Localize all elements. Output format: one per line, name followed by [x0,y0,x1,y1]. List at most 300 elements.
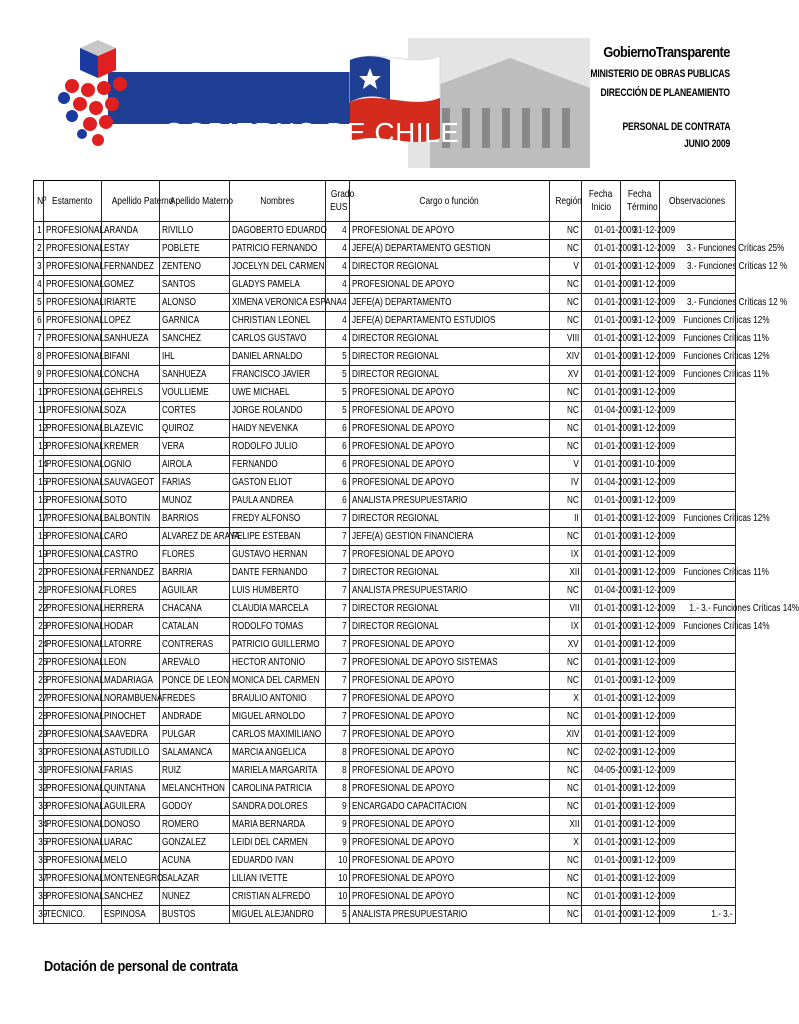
cell-number: 6 [34,312,44,330]
cell-number: 12 [34,420,44,438]
cell-inicio: 01-01-2009 [582,420,621,438]
cell-materno: RUIZ [160,762,230,780]
cell-observaciones: Funciones Críticas 11% [660,564,736,582]
cell-materno: BARRIA [160,564,230,582]
cell-nombres: UWE MICHAEL [230,384,326,402]
cell-cargo: PROFESIONAL DE APOYO [350,708,550,726]
cell-observaciones: Funciones Críticas 11% [660,366,736,384]
table-row [34,330,736,348]
table-row [34,258,736,276]
cell-cargo: PROFESIONAL DE APOYO [350,276,550,294]
cell-number: 25 [34,654,44,672]
cell-region: NC [550,708,582,726]
col-header-grado: Grado EUS [326,181,350,222]
cell-cargo: PROFESIONAL DE APOYO [350,816,550,834]
cell-region: NC [550,420,582,438]
cell-observaciones: Funciones Críticas 12% [660,510,736,528]
cell-cargo: PROFESIONAL DE APOYO [350,456,550,474]
cell-cargo: PROFESIONAL DE APOYO [350,420,550,438]
table-row [34,708,736,726]
brand-name: GobiernoTransparente [603,44,730,61]
cell-inicio: 01-01-2009 [582,600,621,618]
cell-nombres: CRISTIAN ALFREDO [230,888,326,906]
cell-observaciones: Funciones Críticas 12% [660,348,736,366]
cell-grado: 5 [326,384,350,402]
cell-observaciones: 1.- 3.- Funciones Críticas 14% [660,600,736,618]
cell-cargo: PROFESIONAL DE APOYO [350,438,550,456]
table-row [34,600,736,618]
cell-observaciones: Funciones Críticas 11% [660,330,736,348]
col-header-inicio: Fecha Inicio [582,181,621,222]
cell-grado: 5 [326,402,350,420]
cell-nombres: BRAULIO ANTONIO [230,690,326,708]
cell-number: 36 [34,852,44,870]
cell-grado: 7 [326,618,350,636]
cell-termino: 31-12-2009 [621,276,660,294]
cell-termino: 31-12-2009 [621,852,660,870]
cell-materno: SALAMANCA [160,744,230,762]
cell-number: 27 [34,690,44,708]
table-row [34,528,736,546]
cell-estamento: PROFESIONAL. [44,294,102,312]
cell-grado: 7 [326,564,350,582]
cell-estamento: PROFESIONAL. [44,492,102,510]
cell-paterno: CARO [102,528,160,546]
cell-paterno: ESPINOSA [102,906,160,924]
cell-number: 38 [34,888,44,906]
cell-estamento: PROFESIONAL. [44,636,102,654]
cell-materno: AIROLA [160,456,230,474]
cell-observaciones: 1.- 3.- [660,906,736,924]
cell-nombres: GASTON ELIOT [230,474,326,492]
cell-materno: MUNOZ [160,492,230,510]
cell-number: 29 [34,726,44,744]
cell-region: NC [550,654,582,672]
cell-cargo: DIRECTOR REGIONAL [350,258,550,276]
cell-grado: 9 [326,816,350,834]
cell-grado: 8 [326,780,350,798]
cell-paterno: HODAR [102,618,160,636]
cell-inicio: 01-01-2009 [582,636,621,654]
cell-materno: SANTOS [160,276,230,294]
cell-region: NC [550,582,582,600]
cell-materno: VERA [160,438,230,456]
cell-termino: 31-12-2009 [621,600,660,618]
cell-region: VIII [550,330,582,348]
table-row [34,888,736,906]
cell-materno: ALONSO [160,294,230,312]
cell-inicio: 01-01-2009 [582,672,621,690]
cell-observaciones: Funciones Críticas 12% [660,312,736,330]
table-row [34,276,736,294]
cell-number: 2 [34,240,44,258]
cell-cargo: DIRECTOR REGIONAL [350,348,550,366]
cell-paterno: FERNANDEZ [102,564,160,582]
cell-grado: 4 [326,258,350,276]
table-row [34,762,736,780]
table-row [34,564,736,582]
cell-region: VII [550,600,582,618]
cell-materno: QUIROZ [160,420,230,438]
cell-region: NC [550,780,582,798]
cell-grado: 9 [326,798,350,816]
cell-cargo: ANALISTA PRESUPUESTARIO [350,582,550,600]
cell-inicio: 01-01-2009 [582,366,621,384]
government-banner [50,38,590,168]
cell-nombres: FRANCISCO JAVIER [230,366,326,384]
cell-inicio: 01-01-2009 [582,276,621,294]
cell-inicio: 01-01-2009 [582,546,621,564]
cell-paterno: GEHRELS [102,384,160,402]
cell-observaciones: 3.- Funciones Críticas 12 % [660,258,736,276]
cell-number: 8 [34,348,44,366]
cell-nombres: DAGOBERTO EDUARDO [230,222,326,240]
cell-paterno: SAUVAGEOT [102,474,160,492]
cell-estamento: PROFESIONAL. [44,330,102,348]
cell-region: NC [550,240,582,258]
cell-region: V [550,258,582,276]
cell-inicio: 01-01-2009 [582,798,621,816]
cell-estamento: PROFESIONAL. [44,438,102,456]
cell-termino: 31-12-2009 [621,294,660,312]
cell-materno: SANCHEZ [160,330,230,348]
cell-region: NC [550,312,582,330]
cell-termino: 31-12-2009 [621,582,660,600]
cell-inicio: 02-02-2009 [582,744,621,762]
cell-region: IX [550,546,582,564]
cell-estamento: PROFESIONAL. [44,366,102,384]
cell-termino: 31-12-2009 [621,420,660,438]
col-header-cargo: Cargo o función [350,181,550,222]
cell-cargo: JEFE(A) DEPARTAMENTO [350,294,550,312]
cell-estamento: PROFESIONAL. [44,258,102,276]
cell-region: II [550,510,582,528]
cell-paterno: AGUILERA [102,798,160,816]
table-row [34,438,736,456]
table-row [34,690,736,708]
cell-paterno: OGNIO [102,456,160,474]
cell-cargo: JEFE(A) DEPARTAMENTO ESTUDIOS [350,312,550,330]
cell-grado: 4 [326,276,350,294]
table-row [34,222,736,240]
cell-region: NC [550,438,582,456]
cell-number: 21 [34,582,44,600]
cell-nombres: MARCIA ANGELICA [230,744,326,762]
cell-termino: 31-12-2009 [621,708,660,726]
cell-nombres: CARLOS GUSTAVO [230,330,326,348]
cell-estamento: PROFESIONAL. [44,618,102,636]
cell-region: NC [550,744,582,762]
cell-termino: 31-12-2009 [621,780,660,798]
cell-inicio: 01-01-2009 [582,852,621,870]
table-row [34,366,736,384]
col-header-region: Región [550,181,582,222]
cell-materno: SALAZAR [160,870,230,888]
cell-region: NC [550,852,582,870]
cell-grado: 7 [326,600,350,618]
cell-termino: 31-12-2009 [621,258,660,276]
cell-number: 20 [34,564,44,582]
cell-inicio: 01-01-2009 [582,312,621,330]
cell-nombres: DANTE FERNANDO [230,564,326,582]
cell-termino: 31-12-2009 [621,438,660,456]
table-row [34,906,736,924]
table-row [34,654,736,672]
cell-paterno: GOMEZ [102,276,160,294]
cell-estamento: PROFESIONAL. [44,852,102,870]
cell-nombres: MARIELA MARGARITA [230,762,326,780]
col-header-observaciones: Observaciones [660,181,736,222]
cell-estamento: PROFESIONAL. [44,384,102,402]
cell-paterno: KREMER [102,438,160,456]
report-title: PERSONAL DE CONTRATA [622,121,730,133]
cell-nombres: CLAUDIA MARCELA [230,600,326,618]
cell-termino: 31-12-2009 [621,762,660,780]
cell-region: NC [550,528,582,546]
cell-termino: 31-12-2009 [621,834,660,852]
table-row [34,474,736,492]
cell-paterno: BIFANI [102,348,160,366]
cell-cargo: DIRECTOR REGIONAL [350,510,550,528]
cell-nombres: MONICA DEL CARMEN [230,672,326,690]
cell-region: X [550,690,582,708]
cell-region: NC [550,492,582,510]
cell-number: 39 [34,906,44,924]
table-row [34,852,736,870]
cell-cargo: ENCARGADO CAPACITACION [350,798,550,816]
cell-observaciones: 3.- Funciones Críticas 25% [660,240,736,258]
cell-inicio: 01-04-2009 [582,582,621,600]
cell-number: 22 [34,600,44,618]
cell-grado: 7 [326,690,350,708]
cell-termino: 31-12-2009 [621,618,660,636]
table-row [34,384,736,402]
cell-region: XIV [550,348,582,366]
cell-inicio: 01-01-2009 [582,294,621,312]
cell-materno: FLORES [160,546,230,564]
cell-estamento: PROFESIONAL. [44,708,102,726]
cell-inicio: 01-01-2009 [582,456,621,474]
cell-estamento: PROFESIONAL. [44,420,102,438]
cell-estamento: PROFESIONAL. [44,726,102,744]
cell-grado: 7 [326,636,350,654]
cell-number: 24 [34,636,44,654]
cell-materno: IHL [160,348,230,366]
cell-cargo: DIRECTOR REGIONAL [350,366,550,384]
personnel-table-container [33,180,799,924]
table-row [34,348,736,366]
cell-inicio: 01-01-2009 [582,726,621,744]
table-row [34,546,736,564]
cell-nombres: JORGE ROLANDO [230,402,326,420]
cell-region: X [550,834,582,852]
cell-grado: 10 [326,888,350,906]
cell-grado: 7 [326,582,350,600]
cell-paterno: IRIARTE [102,294,160,312]
cell-estamento: PROFESIONAL. [44,888,102,906]
col-header-materno: Apellido Materno [160,181,230,222]
cell-inicio: 01-01-2009 [582,492,621,510]
table-row [34,870,736,888]
cell-region: V [550,456,582,474]
cell-termino: 31-12-2009 [621,240,660,258]
cell-estamento: PROFESIONAL. [44,546,102,564]
col-header-n: Nº [34,181,44,222]
cell-nombres: RODOLFO TOMAS [230,618,326,636]
cell-estamento: PROFESIONAL. [44,510,102,528]
cell-paterno: ESTAY [102,240,160,258]
cell-nombres: PATRICIO FERNANDO [230,240,326,258]
cell-cargo: PROFESIONAL DE APOYO [350,780,550,798]
cell-nombres: EDUARDO IVAN [230,852,326,870]
table-row [34,582,736,600]
cell-inicio: 01-01-2009 [582,330,621,348]
cell-estamento: PROFESIONAL. [44,402,102,420]
cell-paterno: FLORES [102,582,160,600]
cell-materno: AGUILAR [160,582,230,600]
cell-estamento: PROFESIONAL. [44,456,102,474]
cell-inicio: 01-01-2009 [582,906,621,924]
cell-region: IV [550,474,582,492]
cell-inicio: 01-01-2009 [582,618,621,636]
cell-inicio: 01-01-2009 [582,816,621,834]
cell-estamento: PROFESIONAL. [44,600,102,618]
cell-cargo: DIRECTOR REGIONAL [350,600,550,618]
cell-materno: GARNICA [160,312,230,330]
cell-materno: CATALAN [160,618,230,636]
col-header-estamento: Estamento [44,181,102,222]
cell-materno: ANDRADE [160,708,230,726]
cell-nombres: LILIAN IVETTE [230,870,326,888]
cell-grado: 7 [326,654,350,672]
cell-nombres: FELIPE ESTEBAN [230,528,326,546]
cell-estamento: PROFESIONAL. [44,816,102,834]
table-row [34,492,736,510]
cell-number: 30 [34,744,44,762]
cell-materno: PULGAR [160,726,230,744]
cell-nombres: LEIDI DEL CARMEN [230,834,326,852]
cell-materno: CONTRERAS [160,636,230,654]
cell-estamento: PROFESIONAL. [44,744,102,762]
cell-paterno: BLAZEVIC [102,420,160,438]
cell-grado: 4 [326,222,350,240]
table-row [34,780,736,798]
cell-inicio: 01-04-2009 [582,402,621,420]
cell-nombres: GUSTAVO HERNAN [230,546,326,564]
cell-grado: 6 [326,456,350,474]
cell-grado: 5 [326,366,350,384]
cell-grado: 7 [326,726,350,744]
cell-paterno: BALBONTIN [102,510,160,528]
cell-termino: 31-12-2009 [621,690,660,708]
cell-estamento: TECNICO. [44,906,102,924]
cell-region: NC [550,906,582,924]
cell-termino: 31-12-2009 [621,384,660,402]
cell-materno: FREDES [160,690,230,708]
cell-grado: 4 [326,294,350,312]
cell-cargo: PROFESIONAL DE APOYO [350,384,550,402]
cell-cargo: PROFESIONAL DE APOYO [350,690,550,708]
cell-number: 23 [34,618,44,636]
personnel-table [33,180,799,924]
cell-termino: 31-12-2009 [621,672,660,690]
table-row [34,798,736,816]
cell-grado: 4 [326,330,350,348]
cell-number: 14 [34,456,44,474]
cell-grado: 6 [326,438,350,456]
cell-nombres: CARLOS MAXIMILIANO [230,726,326,744]
cell-number: 16 [34,492,44,510]
cell-number: 26 [34,672,44,690]
cell-region: NC [550,402,582,420]
cell-paterno: SANCHEZ [102,888,160,906]
cell-cargo: PROFESIONAL DE APOYO SISTEMAS [350,654,550,672]
cell-materno: GODOY [160,798,230,816]
cell-nombres: HAIDY NEVENKA [230,420,326,438]
cell-inicio: 01-01-2009 [582,384,621,402]
cell-region: NC [550,888,582,906]
cell-nombres: MIGUEL ARNOLDO [230,708,326,726]
cell-grado: 7 [326,510,350,528]
cell-estamento: PROFESIONAL. [44,870,102,888]
cell-materno: ALVAREZ DE ARAYA [160,528,230,546]
col-header-nombres: Nombres [230,181,326,222]
cell-termino: 31-12-2009 [621,888,660,906]
cell-nombres: FERNANDO [230,456,326,474]
cell-grado: 7 [326,546,350,564]
cell-termino: 31-12-2009 [621,348,660,366]
cell-cargo: PROFESIONAL DE APOYO [350,546,550,564]
cell-inicio: 01-01-2009 [582,708,621,726]
cell-termino: 31-12-2009 [621,528,660,546]
cell-nombres: DANIEL ARNALDO [230,348,326,366]
cell-cargo: PROFESIONAL DE APOYO [350,762,550,780]
cell-paterno: LEON [102,654,160,672]
cell-nombres: LUIS HUMBERTO [230,582,326,600]
cell-grado: 7 [326,672,350,690]
cell-region: IX [550,618,582,636]
cell-region: NC [550,294,582,312]
cell-termino: 31-12-2009 [621,366,660,384]
cell-region: XII [550,564,582,582]
cell-paterno: CASTRO [102,546,160,564]
cell-materno: PONCE DE LEON [160,672,230,690]
cell-cargo: ANALISTA PRESUPUESTARIO [350,492,550,510]
col-header-paterno: Apellido Paterno [102,181,160,222]
cell-region: XIV [550,726,582,744]
cell-nombres: PAULA ANDREA [230,492,326,510]
cell-cargo: PROFESIONAL DE APOYO [350,726,550,744]
cell-number: 10 [34,384,44,402]
cell-estamento: PROFESIONAL. [44,654,102,672]
cell-estamento: PROFESIONAL. [44,834,102,852]
cell-paterno: LOPEZ [102,312,160,330]
cell-paterno: SOTO [102,492,160,510]
cell-nombres: SANDRA DOLORES [230,798,326,816]
cell-materno: POBLETE [160,240,230,258]
cell-nombres: HECTOR ANTONIO [230,654,326,672]
table-row [34,294,736,312]
table-row [34,726,736,744]
cell-estamento: PROFESIONAL. [44,474,102,492]
cell-termino: 31-12-2009 [621,816,660,834]
cell-inicio: 01-01-2009 [582,870,621,888]
cell-inicio: 01-04-2009 [582,474,621,492]
cell-cargo: PROFESIONAL DE APOYO [350,474,550,492]
table-row [34,240,736,258]
cell-materno: FARIAS [160,474,230,492]
cell-grado: 4 [326,240,350,258]
